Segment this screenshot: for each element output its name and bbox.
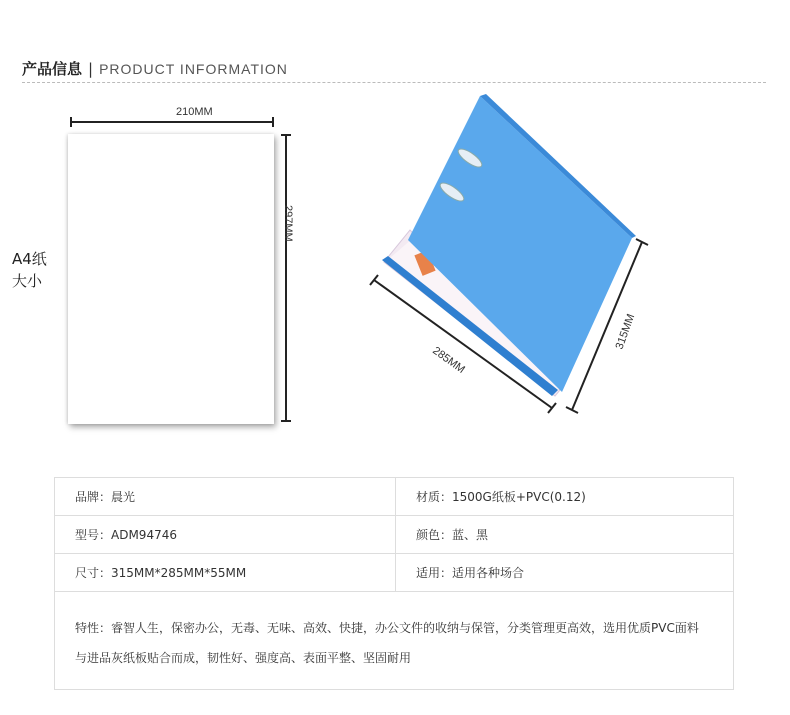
table-row (55, 478, 734, 516)
section-title-cn: 产品信息 (22, 60, 83, 78)
title-separator: | (88, 60, 94, 78)
binder-illustration (360, 90, 660, 420)
product-spec-table (54, 477, 734, 690)
paper-width-dimension-line (70, 121, 274, 123)
table-row (55, 516, 734, 554)
spec-size: 尺寸：315MM*285MM*55MM (55, 554, 396, 592)
spec-model: 型号：ADM94746 (55, 516, 396, 554)
section-header (22, 58, 288, 80)
paper-size-label-line1: A4纸 (12, 250, 47, 268)
table-row (55, 592, 734, 690)
spec-features-line1: 特性：睿智人生，保密办公，无毒、无味、高效、快捷，办公文件的收纳与保管，分类管理更高效，选用优质PVC面料 (75, 620, 699, 635)
binder-width-label: 285MM (430, 344, 467, 376)
a4-paper-illustration (68, 134, 274, 424)
spec-features (55, 592, 734, 690)
paper-width-label: 210MM (176, 106, 213, 118)
header-divider (22, 82, 766, 83)
spec-features-line2: 与进品灰纸板贴合而成，韧性好、强度高、表面平整、坚固耐用 (75, 650, 412, 665)
spec-material: 材质：1500G纸板+PVC(0.12) (396, 478, 734, 516)
section-title-en: PRODUCT INFORMATION (99, 61, 288, 77)
spec-color: 颜色：蓝、黑 (396, 516, 734, 554)
spec-usage: 适用：适用各种场合 (396, 554, 734, 592)
paper-size-label-line2: 大小 (12, 272, 43, 290)
paper-size-label (12, 248, 62, 292)
spec-brand: 品牌：晨光 (55, 478, 396, 516)
table-row (55, 554, 734, 592)
paper-height-label: 297MM (282, 205, 294, 242)
paper-height-dimension-line (285, 134, 287, 422)
binder-height-label: 315MM (613, 312, 638, 352)
